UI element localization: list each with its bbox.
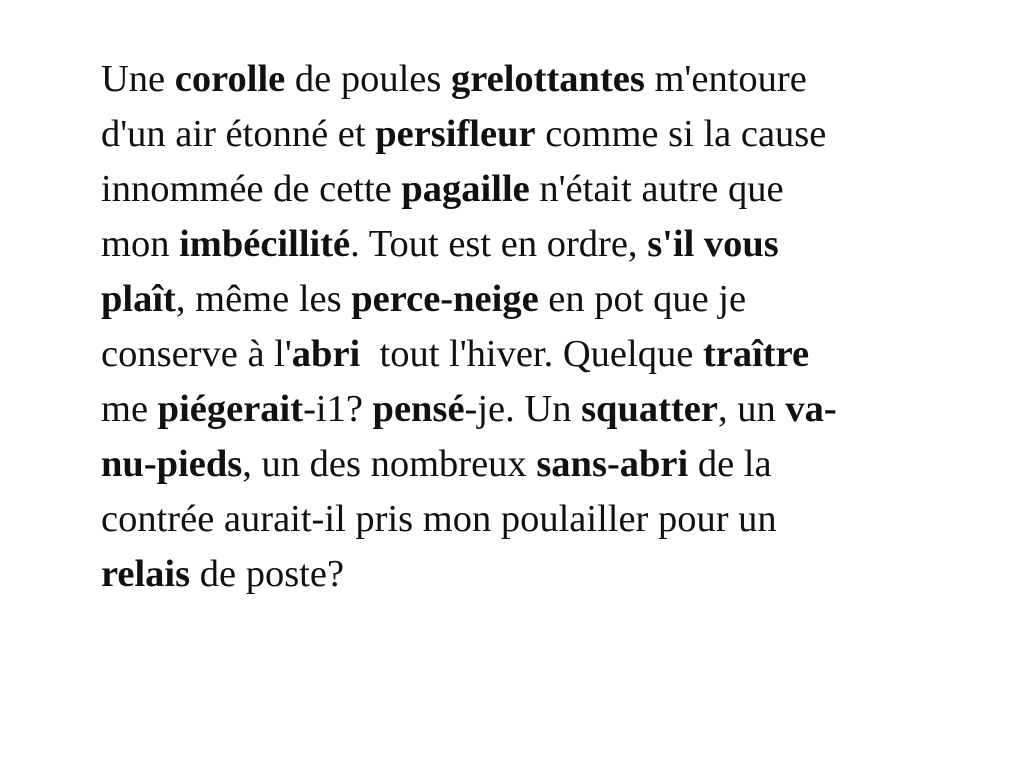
bold-term: perce-neige — [351, 278, 539, 320]
bold-term: nu-pieds — [101, 443, 243, 485]
bold-term: relais — [101, 553, 191, 595]
bold-term: traître — [702, 333, 810, 375]
text-run: innommée de cette — [101, 168, 402, 210]
bold-term: corolle — [174, 58, 286, 100]
text-run: Une — [101, 58, 175, 100]
text-run: , un — [717, 388, 786, 430]
text-line-5 — [101, 280, 746, 319]
text-line-1 — [101, 60, 807, 99]
bold-term: va- — [785, 388, 837, 430]
bold-term: squatter — [581, 388, 718, 430]
text-run: conserve à l' — [101, 333, 292, 375]
text-line-2 — [101, 115, 826, 154]
text-run: -i1? — [303, 388, 373, 430]
text-line-3 — [101, 170, 784, 209]
text-run: , même les — [175, 278, 352, 320]
text-run: de poste? — [190, 553, 345, 595]
text-run: en pot que je — [538, 278, 747, 320]
text-run: m'entoure — [644, 58, 807, 100]
bold-term: plaît — [101, 278, 176, 320]
text-line-7 — [101, 390, 837, 429]
text-line-10 — [101, 555, 344, 594]
text-run: d'un air étonné et — [101, 113, 376, 155]
bold-term: abri — [291, 333, 361, 375]
bold-term: pensé — [372, 388, 465, 430]
text-run: . Tout est en ordre, — [350, 223, 648, 265]
text-run: de la — [688, 443, 772, 485]
bold-term: sans-abri — [536, 443, 689, 485]
text-run: me — [101, 388, 158, 430]
text-run: mon — [101, 223, 180, 265]
bold-term: piégerait — [157, 388, 304, 430]
text-line-6 — [101, 335, 809, 374]
text-run: n'était autre que — [529, 168, 784, 210]
text-run: -je. Un — [464, 388, 582, 430]
text-run: comme si la cause — [535, 113, 827, 155]
text-run: tout l'hiver. Quelque — [360, 333, 703, 375]
text-line-4 — [101, 225, 779, 264]
bold-term: imbécillité — [179, 223, 351, 265]
text-line-8 — [101, 445, 772, 484]
text-run: de poules — [285, 58, 451, 100]
bold-term: pagaille — [401, 168, 530, 210]
bold-term: s'il vous — [647, 223, 779, 265]
bold-term: persifleur — [375, 113, 536, 155]
text-run: , un des nombreux — [242, 443, 537, 485]
text-run: contrée aurait-il pris mon poulailler pour un — [101, 498, 777, 540]
text-line-9 — [101, 500, 777, 539]
bold-term: grelottantes — [450, 58, 645, 100]
